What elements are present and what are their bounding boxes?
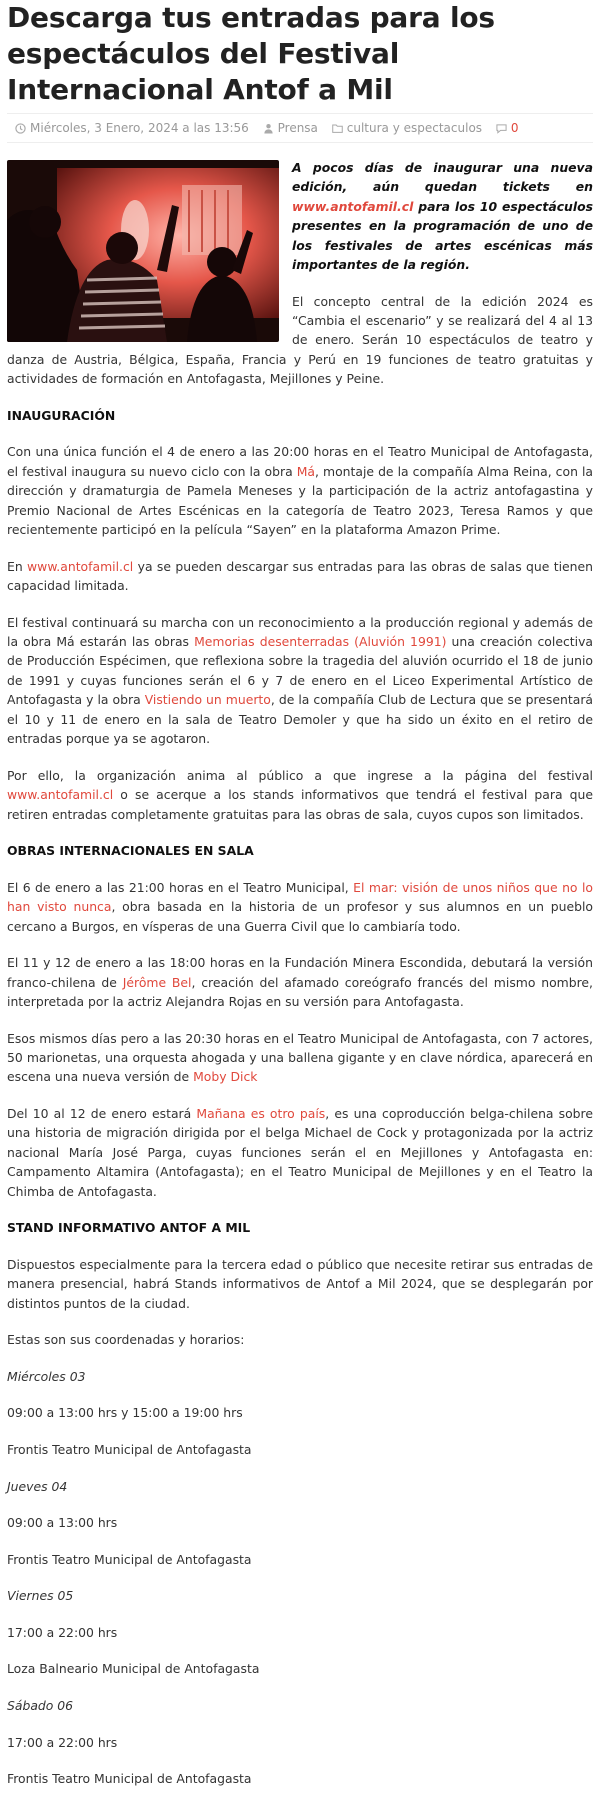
schedule-day: Jueves 04 [7, 1478, 68, 1494]
jerome-bel-link[interactable]: Jérôme Bel [122, 974, 192, 990]
schedule-hours: 09:00 a 13:00 hrs [7, 1515, 118, 1531]
comment-icon [496, 123, 507, 134]
download-paragraph: En www.antofamil.cl ya se pueden descargar sus entradas para las obras de salas que tienen capacidad limitada. [7, 558, 593, 594]
schedule-hours: 17:00 a 22:00 hrs [7, 1624, 118, 1640]
meta-author[interactable] [263, 114, 318, 142]
festival-link[interactable]: www.antofamil.cl [27, 558, 134, 574]
meta-date-text: Miércoles, 3 Enero, 2024 a las 13:56 [30, 121, 249, 135]
schedule-day: Viernes 05 [7, 1588, 74, 1604]
coords-paragraph: Estas son sus coordenadas y horarios: [7, 1332, 245, 1348]
lead-paragraph: A pocos días de inaugurar una nueva edición, aún quedan tickets en www.antofamil.cl para los 10 espectáculos presentes en la programación de uno de los festivales de artes escénicas más importantes de la región. [292, 160, 593, 273]
moby-dick-link[interactable]: Moby Dick [193, 1069, 258, 1085]
manana-link[interactable]: Mañana es otro país [196, 1105, 326, 1121]
mar-paragraph: El 6 de enero a las 21:00 horas en el Teatro Municipal, El mar: visión de unos niños que no lo han visto nunca, obra basada en la historia de un profesor y sus alumnos en un pueblo cercano a Burgos, en vísperas de una Guerra Civil que lo cambiaría todo. [7, 879, 593, 934]
heading-stand: STAND INFORMATIVO ANTOF A MIL [7, 1220, 251, 1236]
bel-paragraph: El 11 y 12 de enero a las 18:00 horas en la Fundación Minera Escondida, debutará la versión franco-chilena de Jérôme Bel, creación del afamado coreógrafo francés del mismo nombre, interpretada por la actriz Alejandra Rojas en su versión para Antofagasta. [7, 955, 593, 1009]
article-body [7, 158, 593, 1806]
festival-link[interactable]: www.antofamil.cl [7, 787, 114, 803]
stand-paragraph: Dispuestos especialmente para la tercera edad o público que necesite retirar sus entradas de manera presencial, habrá Stands informativos de Antof a Mil 2024, que se desplegarán por distintos puntos de la ciudad. [7, 1256, 593, 1311]
vistiendo-link[interactable]: Vistiendo un muerto [144, 692, 271, 708]
article-meta [7, 113, 593, 143]
heading-internacionales: OBRAS INTERNACIONALES EN SALA [7, 843, 254, 859]
schedule-hours: 17:00 a 22:00 hrs [7, 1734, 118, 1750]
folder-icon [332, 123, 343, 134]
schedule [7, 1330, 593, 1789]
meta-date [15, 114, 249, 142]
stands-intro-paragraph: Por ello, la organización anima al público a que ingrese a la página del festival www.antofamil.cl o se acerque a los stands informativos que tendrá el festival para que retiren entradas completamente gratuitas para las obras de sala, cuyos cupos son limitados. [7, 767, 593, 822]
el-mar-link[interactable]: El mar: visión de unos niños que no lo han visto nunca [7, 879, 593, 915]
inauguration-paragraph: Con una única función el 4 de enero a las 20:00 horas en el Teatro Municipal de Antofagasta, el festival inaugura su nuevo ciclo con la obra Má, montaje de la compañía Alma Reina, con la dirección y dramaturgia de Pamela Meneses y la participación de la actriz antofagastina y Premio Nacional de Artes Escénicas en la categoría de Teatro 2023, Teresa Ramos y que recientemente participó en la película “Sayen” en la plataforma Amazon Prime. [7, 444, 594, 538]
ma-link[interactable]: Má [296, 463, 316, 479]
regional-paragraph: El festival continuará su marcha con un reconocimiento a la producción regional y además de la obra Má estarán las obras Memorias desenterradas (Aluvión 1991) una creación colectiva de Producción Espécimen, que reflexiona sobre la tragedia del aluvión ocurrido el 18 de junio de 1991 y cuyas funciones serán el 6 y 7 de enero en el Liceo Experimental Artístico de Antofagasta y la obra Vistiendo un muerto, de la compañía Club de Lectura que se presentará el 10 y 11 de enero en la sala de Teatro Demoler y que ha sido un éxito en el retiro de entradas porque ya se agotaron. [7, 614, 594, 747]
meta-author-text: Prensa [277, 121, 318, 135]
schedule-place: Loza Balneario Municipal de Antofagasta [7, 1661, 260, 1677]
article-title: Descarga tus entradas para los espectáculos del Festival Internacional Antof a Mil [7, 1, 495, 106]
moby-paragraph: Esos mismos días pero a las 20:30 horas en el Teatro Municipal de Antofagasta, con 7 actores, 50 marionetas, una orquesta ahogada y una ballena gigante y en clave nórdica, aparecerá en escena una nueva versión de Moby Dick [7, 1030, 593, 1085]
meta-category[interactable] [332, 114, 482, 142]
festival-link[interactable]: www.antofamil.cl [292, 198, 414, 214]
schedule-place: Frontis Teatro Municipal de Antofagasta [7, 1441, 252, 1457]
schedule-hours: 09:00 a 13:00 hrs y 15:00 a 19:00 hrs [7, 1405, 243, 1421]
schedule-place: Frontis Teatro Municipal de Antofagasta [7, 1551, 252, 1567]
manana-paragraph: Del 10 al 12 de enero estará Mañana es otro país, es una coproducción belga-chilena sobre una historia de migración dirigida por el belga Michael de Cock y protagonizada por la actriz nacional María José Parga, cuyas funciones serán el en Mejillones y Antofagasta en: Campamento Altamira (Antofagasta); en el Teatro Municipal de Mejillones y en el Teatro la Chimba de Antofagasta. [7, 1105, 593, 1199]
heading-inauguracion: INAUGURACIÓN [7, 407, 116, 423]
memorias-link[interactable]: Memorias desenterradas (Aluvión 1991) [194, 634, 447, 650]
concept-paragraph: El concepto central de la edición 2024 es “Cambia el escenario” y se realizará del 4 al 13 de enero. Serán 10 espectáculos de teatro y danza de Austria, Bélgica, España, Francia y Perú en 19 funciones de teatro gratuitas y actividades de formación en Antofagasta, Mejillones y Peine. [7, 293, 593, 387]
meta-comments-count: 0 [510, 121, 519, 135]
schedule-day: Sábado 06 [7, 1698, 74, 1714]
schedule-day: Miércoles 03 [7, 1368, 86, 1384]
meta-comments[interactable] [496, 114, 519, 142]
clock-icon [15, 123, 26, 134]
meta-category-text: cultura y espectaculos [346, 121, 483, 135]
user-icon [263, 123, 274, 134]
schedule-place: Frontis Teatro Municipal de Antofagasta [7, 1771, 252, 1787]
